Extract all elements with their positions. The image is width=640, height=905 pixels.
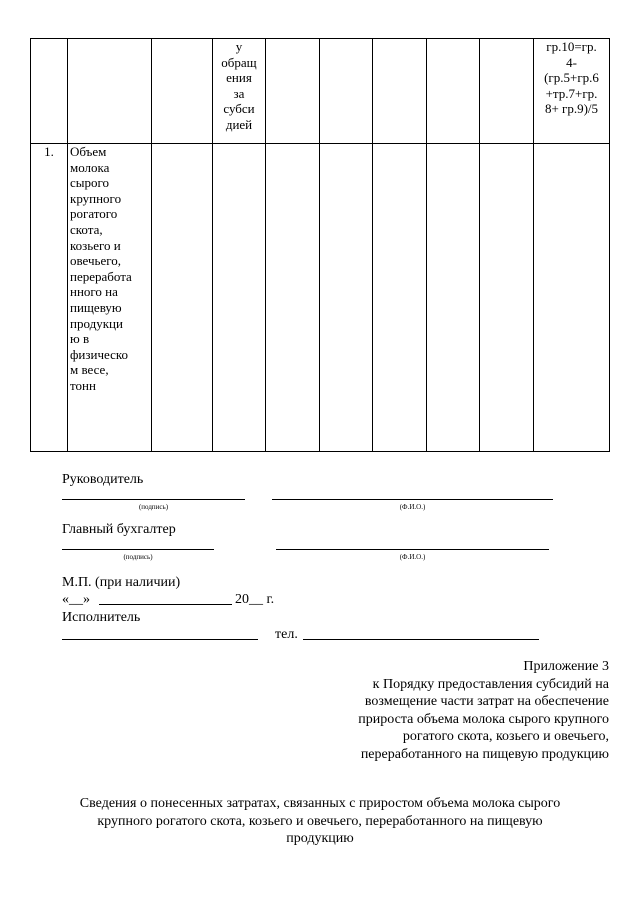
header-cell-8 xyxy=(427,39,480,144)
header-cell-7 xyxy=(373,39,427,144)
header-cell-9 xyxy=(480,39,534,144)
header-cell-6 xyxy=(320,39,373,144)
accountant-name-caption: (Ф.И.О.) xyxy=(399,553,426,561)
accountant-signature-caption: (подпись) xyxy=(123,553,153,561)
date-line xyxy=(99,604,232,605)
executor-line xyxy=(62,639,258,640)
header-col10-text: гр.10=гр. 4- (гр.5+гр.6 +тр.7+гр. 8+ гр.9)/5 xyxy=(544,39,599,117)
executor-label: Исполнитель xyxy=(62,610,141,625)
data-table xyxy=(30,38,610,452)
date-open: «__» xyxy=(62,592,90,607)
value-cell-5 xyxy=(266,144,320,452)
section-heading: Сведения о понесенных затратах, связанных с приростом объема молока сырого крупного рогатого скота, козьего и овечьего, переработанного на пищевую продукцию xyxy=(79,796,561,846)
accountant-signature-line xyxy=(62,549,214,550)
value-cell-4 xyxy=(213,144,266,452)
date-year: 20__ г. xyxy=(235,592,275,607)
head-signature-line xyxy=(62,499,245,500)
value-cell-7 xyxy=(373,144,427,452)
header-cell-1 xyxy=(31,39,68,144)
head-name-line xyxy=(272,499,553,500)
annex-header: Приложение 3 к Порядку предоставления субсидий на возмещение части затрат на обеспечение прироста объема молока сырого крупного рогатого скота, козьего и овечьего, переработанного на пищевую продукцию xyxy=(358,659,609,762)
header-col3-text: у обращ ения за субси дией xyxy=(221,39,257,132)
stamp-label: М.П. (при наличии) xyxy=(62,575,181,590)
row-number: 1. xyxy=(44,144,54,159)
table-header-row xyxy=(31,39,610,144)
head-signature-caption: (подпись) xyxy=(138,503,169,511)
header-cell-5 xyxy=(266,39,320,144)
row-label-cell xyxy=(68,144,152,452)
header-cell-3 xyxy=(152,39,213,144)
value-cell-10 xyxy=(534,144,610,452)
value-cell-9 xyxy=(480,144,534,452)
row-label: Объем молока сырого крупного рогатого скота, козьего и овечьего, переработа нного на пищевую продукци ю в физическо м весе, тонн xyxy=(70,144,132,393)
tel-line xyxy=(303,639,539,640)
accountant-label: Главный бухгалтер xyxy=(62,522,176,537)
row-number-cell xyxy=(31,144,68,452)
head-name-caption: (Ф.И.О.) xyxy=(399,503,426,511)
value-cell-8 xyxy=(427,144,480,452)
value-cell-6 xyxy=(320,144,373,452)
value-cell-3 xyxy=(152,144,213,452)
tel-label: тел. xyxy=(275,627,298,642)
header-cell-4 xyxy=(213,39,266,144)
head-label: Руководитель xyxy=(62,472,144,487)
header-cell-2 xyxy=(68,39,152,144)
accountant-name-line xyxy=(276,549,549,550)
table-row xyxy=(31,144,610,452)
header-cell-10 xyxy=(534,39,610,144)
